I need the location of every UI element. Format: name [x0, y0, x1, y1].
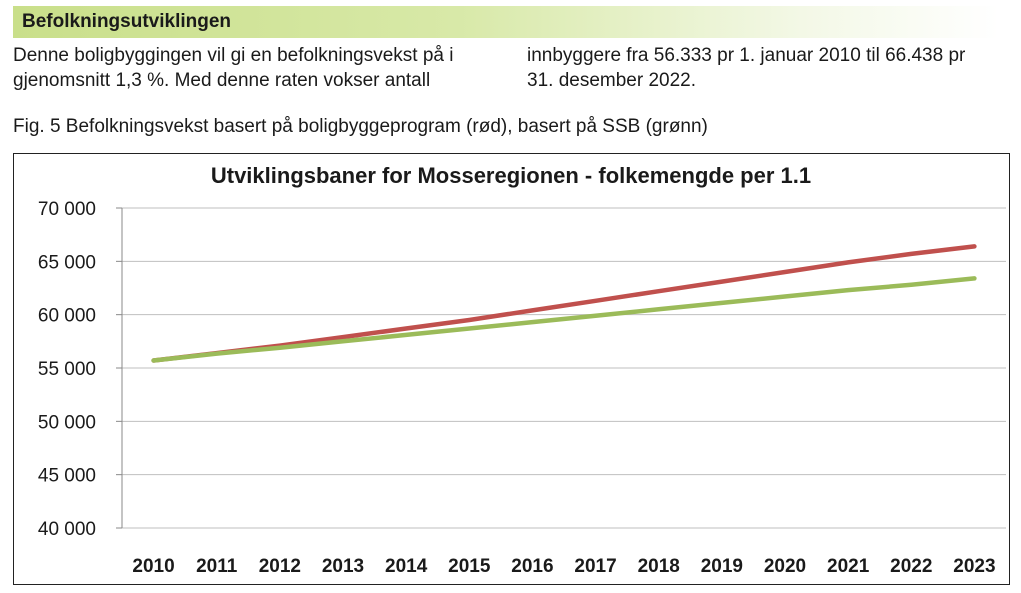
- line-chart: [14, 154, 1009, 584]
- x-tick-label: 2017: [574, 556, 617, 577]
- x-tick-label: 2014: [385, 556, 428, 577]
- series-line-green: [154, 278, 975, 360]
- chart-title: Utviklingsbaner for Mosseregionen - folkemengde per 1.1: [210, 163, 812, 188]
- figure-caption: Fig. 5 Befolkningsvekst basert på boligbyggeprogram (rød), basert på SSB (grønn): [13, 116, 708, 137]
- x-tick-label: 2016: [511, 556, 554, 577]
- y-tick-label: 55 000: [37, 359, 96, 380]
- x-tick-label: 2013: [321, 556, 365, 577]
- x-tick-label: 2015: [448, 556, 491, 577]
- x-tick-label: 2018: [637, 556, 680, 577]
- series-line-red: [154, 246, 975, 360]
- y-tick-label: 65 000: [37, 252, 96, 274]
- y-tick-label: 40 000: [37, 519, 96, 540]
- y-tick-label: 70 000: [37, 199, 96, 220]
- body-text-left: Denne boligbyggingen vil gi en befolkningsvekst på i gjenomsnitt 1,3 %. Med denne raten vokser antall: [13, 45, 454, 91]
- y-tick-label: 50 000: [37, 412, 96, 434]
- body-text-right: innbyggere fra 56.333 pr 1. januar 2010 til 66.438 pr 31. desember 2022.: [527, 45, 966, 91]
- y-tick-label: 60 000: [37, 305, 96, 327]
- x-tick-label: 2022: [890, 556, 933, 577]
- x-tick-label: 2010: [132, 556, 175, 577]
- section-heading: Befolkningsutviklingen: [22, 11, 232, 32]
- chart-frame: [13, 153, 1010, 585]
- x-tick-label: 2021: [827, 556, 870, 577]
- x-tick-label: 2023: [953, 556, 996, 577]
- x-tick-label: 2020: [763, 556, 807, 577]
- x-tick-label: 2012: [258, 556, 301, 577]
- x-tick-label: 2011: [196, 556, 238, 577]
- x-tick-label: 2019: [700, 556, 743, 577]
- y-tick-label: 45 000: [37, 465, 96, 487]
